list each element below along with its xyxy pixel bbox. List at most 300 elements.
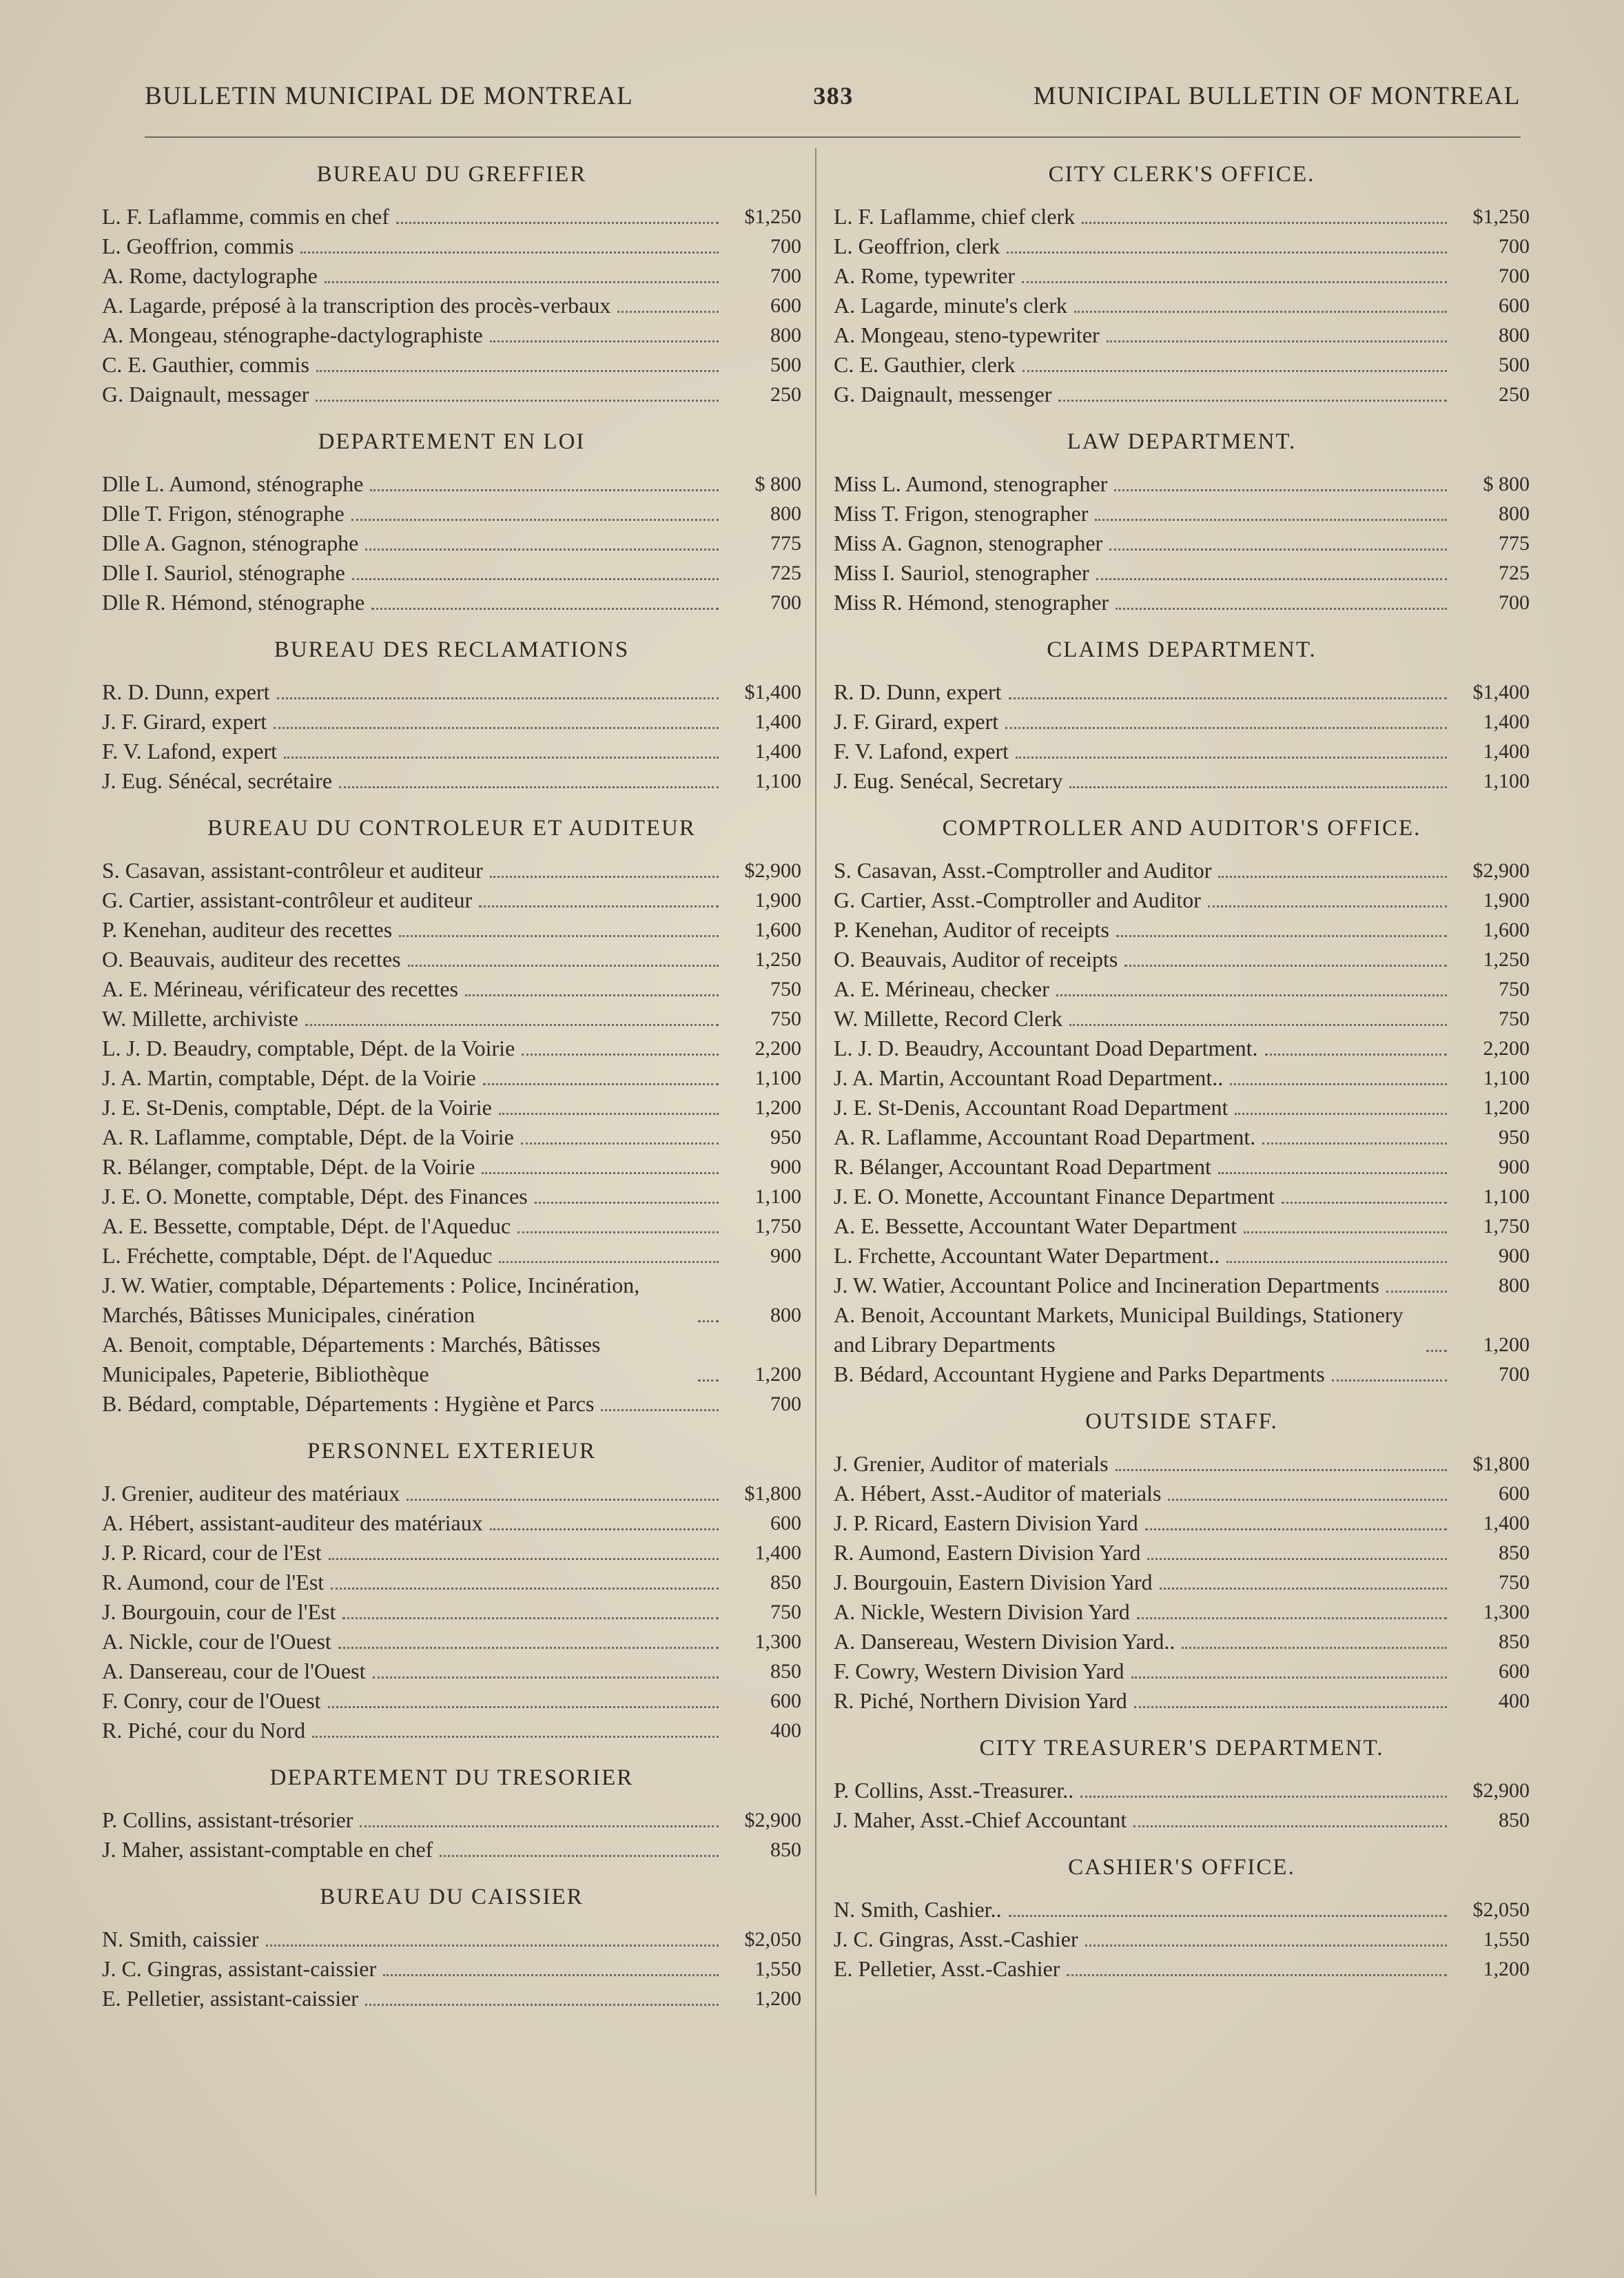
salary-row: [834, 529, 1530, 558]
employee-name: F. Conry, cour de l'Ouest: [102, 1688, 321, 1713]
employee-name: Dlle A. Gagnon, sténographe: [102, 531, 359, 555]
leader-dots: [1005, 727, 1447, 729]
salary-amount: 1,600: [754, 919, 801, 941]
salary-row: [102, 856, 801, 885]
salary-row: [102, 677, 801, 707]
salary-amount: 700: [1499, 265, 1530, 287]
salary-amount: 1,900: [754, 889, 801, 912]
salary-row: [102, 915, 801, 945]
salary-row: [834, 1925, 1530, 1954]
english-section: [834, 1853, 1530, 1984]
leader-dots: [360, 1825, 719, 1827]
leader-dots: [1016, 757, 1447, 759]
salary-row: [102, 1835, 801, 1865]
salary-amount: $2,050: [1472, 1898, 1530, 1921]
employee-name: Dlle I. Sauriol, sténographe: [102, 560, 345, 585]
salary-amount: 1,600: [1483, 919, 1530, 941]
salary-row: [102, 1686, 801, 1716]
salary-row: [834, 202, 1530, 232]
employee-name: Miss I. Sauriol, stenographer: [834, 560, 1089, 585]
employee-name: R. Aumond, Eastern Division Yard: [834, 1540, 1141, 1565]
section-title: BUREAU DES RECLAMATIONS: [274, 637, 630, 662]
employee-name: Miss T. Frigon, stenographer: [834, 501, 1089, 526]
leader-dots: [1067, 1974, 1447, 1976]
salary-row: [834, 499, 1530, 529]
salary-row: [102, 1241, 801, 1271]
salary-amount: 900: [770, 1156, 801, 1178]
salary-row: [102, 1954, 801, 1984]
salary-amount: $2,050: [744, 1928, 801, 1951]
salary-row: [834, 1449, 1530, 1479]
employee-name: L. Fréchette, comptable, Dépt. de l'Aqueduc: [102, 1243, 493, 1268]
employee-name: A. Hébert, Asst.-Auditor of materials: [834, 1481, 1162, 1506]
leader-dots: [399, 935, 719, 937]
employee-name: J. Maher, assistant-comptable en chef: [102, 1837, 433, 1862]
employee-name: L. F. Laflamme, commis en chef: [102, 204, 389, 229]
salary-amount: 1,400: [1483, 740, 1530, 763]
salary-amount: 700: [770, 235, 801, 258]
leader-dots: [1096, 578, 1447, 580]
french-section: [102, 635, 801, 796]
leader-dots: [316, 400, 719, 402]
section-title: CITY CLERK'S OFFICE.: [1048, 162, 1315, 187]
leader-dots: [325, 281, 719, 283]
salary-amount: 1,550: [1483, 1928, 1530, 1951]
salary-row: [102, 1093, 801, 1122]
employee-name: J. Maher, Asst.-Chief Accountant: [834, 1807, 1127, 1832]
salary-row: [834, 1271, 1530, 1300]
leader-dots: [1022, 370, 1447, 372]
salary-amount: 750: [1499, 1007, 1530, 1030]
salary-amount: $1,400: [1472, 681, 1530, 704]
salary-row: [834, 885, 1530, 915]
leader-dots: [1147, 1558, 1447, 1560]
section-title: DEPARTEMENT DU TRESORIER: [269, 1765, 634, 1790]
leader-dots: [1069, 786, 1447, 788]
employee-name: J. W. Watier, Accountant Police and Incineration Departments: [834, 1273, 1379, 1297]
salary-row: [102, 291, 801, 320]
leader-dots: [490, 876, 719, 878]
salary-row: [102, 1627, 801, 1656]
salary-amount: 850: [1499, 1541, 1530, 1564]
salary-amount: 700: [770, 1393, 801, 1415]
leader-dots: [479, 905, 719, 907]
employee-name: E. Pelletier, Asst.-Cashier: [834, 1956, 1060, 1981]
salary-amount: 700: [1499, 591, 1530, 614]
salary-row: [834, 1211, 1530, 1241]
leader-dots: [1218, 1172, 1447, 1174]
salary-amount: 800: [1499, 324, 1530, 347]
leader-dots: [522, 1054, 719, 1056]
english-section: [834, 1734, 1530, 1835]
salary-row: [102, 350, 801, 380]
section-title: BUREAU DU CONTROLEUR ET AUDITEUR: [207, 816, 696, 841]
salary-amount: 750: [770, 978, 801, 1001]
salary-row: [102, 499, 801, 529]
leader-dots: [1009, 697, 1447, 699]
employee-name: R. Aumond, cour de l'Est: [102, 1570, 325, 1594]
salary-amount: 700: [1499, 235, 1530, 258]
salary-amount: 1,100: [1483, 770, 1530, 792]
employee-name: R. Piché, Northern Division Yard: [834, 1688, 1127, 1713]
employee-name: C. E. Gauthier, commis: [102, 352, 309, 377]
salary-row: [834, 1627, 1530, 1656]
leader-dots: [396, 222, 719, 224]
employee-name: L. J. D. Beaudry, comptable, Dépt. de la Voirie: [102, 1036, 515, 1060]
leader-dots: [352, 578, 719, 580]
leader-dots: [1235, 1113, 1447, 1115]
employee-name: L. Frchette, Accountant Water Department..: [834, 1243, 1220, 1268]
leader-dots: [617, 311, 719, 313]
salary-amount: $1,800: [1472, 1453, 1530, 1475]
salary-row: [834, 915, 1530, 945]
salary-amount: 700: [770, 265, 801, 287]
leader-dots: [1116, 608, 1447, 610]
leader-dots: [1116, 935, 1447, 937]
salary-amount: $1,400: [744, 681, 801, 704]
leader-dots: [329, 1558, 719, 1560]
salary-amount: 1,750: [754, 1215, 801, 1238]
employee-name: A. Benoit, comptable, Départements : Marchés, Bâtisses Municipales, Papeterie, Bibliothèque: [102, 1332, 601, 1386]
salary-amount: 800: [770, 1304, 801, 1326]
leader-dots: [407, 1499, 719, 1501]
employee-name: W. Millette, archiviste: [102, 1006, 298, 1031]
employee-name: A. Lagarde, minute's clerk: [834, 293, 1067, 318]
employee-name: N. Smith, caissier: [102, 1927, 259, 1951]
salary-row: [102, 1984, 801, 2013]
salary-amount: $1,250: [1472, 205, 1530, 228]
employee-name: P. Collins, Asst.-Treasurer..: [834, 1778, 1074, 1803]
salary-amount: 1,250: [1483, 948, 1530, 971]
section-title: BUREAU DU CAISSIER: [320, 1885, 584, 1909]
salary-amount: 1,400: [1483, 710, 1530, 733]
salary-amount: 400: [1499, 1690, 1530, 1712]
salary-amount: 1,400: [754, 740, 801, 763]
employee-name: Dlle T. Frigon, sténographe: [102, 501, 345, 526]
salary-row: [834, 1300, 1530, 1359]
section-title: OUTSIDE STAFF.: [1085, 1409, 1278, 1434]
leader-dots: [1244, 1231, 1447, 1233]
salary-row: [834, 1776, 1530, 1805]
leader-dots: [331, 1588, 719, 1590]
salary-amount: 1,550: [754, 1958, 801, 1980]
leader-dots: [1145, 1528, 1447, 1530]
salary-row: [102, 1389, 801, 1419]
leader-dots: [483, 1083, 719, 1085]
salary-row: [834, 1182, 1530, 1211]
salary-amount: 750: [1499, 978, 1530, 1001]
employee-name: F. Cowry, Western Division Yard: [834, 1659, 1124, 1683]
leader-dots: [383, 1974, 719, 1976]
salary-row: [102, 1122, 801, 1152]
english-section: [834, 814, 1530, 1389]
employee-name: A. Rome, dactylographe: [102, 263, 318, 288]
salary-row: [102, 1271, 801, 1330]
salary-amount: 1,400: [754, 710, 801, 733]
leader-dots: [1134, 1706, 1447, 1708]
leader-dots: [1107, 340, 1447, 342]
leader-dots: [371, 608, 719, 610]
leader-dots: [1230, 1083, 1447, 1085]
salary-row: [834, 1686, 1530, 1716]
employee-name: J. F. Girard, expert: [102, 709, 267, 734]
salary-row: [102, 261, 801, 291]
salary-amount: 850: [1499, 1630, 1530, 1653]
salary-row: [102, 1805, 801, 1835]
leader-dots: [1137, 1617, 1447, 1619]
employee-name: A. E. Mérineau, checker: [834, 976, 1049, 1001]
leader-dots: [338, 1647, 719, 1649]
leader-dots: [1160, 1588, 1447, 1590]
employee-name: J. C. Gingras, assistant-caissier: [102, 1956, 377, 1981]
salary-row: [102, 1330, 801, 1389]
employee-name: C. E. Gauthier, clerk: [834, 352, 1016, 377]
salary-amount: 775: [1499, 532, 1530, 555]
leader-dots: [1069, 1024, 1447, 1026]
employee-name: G. Daignault, messager: [102, 382, 309, 407]
salary-row: [834, 707, 1530, 737]
leader-dots: [1114, 489, 1447, 491]
salary-amount: 600: [770, 294, 801, 317]
leader-dots: [1085, 1944, 1447, 1947]
leader-dots: [373, 1676, 719, 1679]
leader-dots: [1056, 994, 1447, 996]
salary-row: [102, 1716, 801, 1745]
salary-row: [102, 1211, 801, 1241]
salary-amount: 1,100: [754, 1185, 801, 1208]
salary-amount: 600: [1499, 1482, 1530, 1505]
employee-name: A. Mongeau, sténographe-dactylographiste: [102, 322, 483, 347]
salary-amount: 800: [770, 502, 801, 525]
leader-dots: [300, 252, 719, 254]
leader-dots: [328, 1706, 719, 1708]
salary-amount: 950: [770, 1126, 801, 1149]
salary-amount: 1,300: [1483, 1601, 1530, 1623]
salary-row: [102, 766, 801, 796]
column-divider: [815, 148, 816, 2195]
salary-amount: 1,200: [754, 1987, 801, 2010]
header-left-title: BULLETIN MUNICIPAL DE MONTREAL: [145, 82, 634, 110]
employee-name: A. Lagarde, préposé à la transcription des procès-verbaux: [102, 293, 611, 318]
salary-amount: 500: [1499, 353, 1530, 376]
employee-name: O. Beauvais, Auditor of receipts: [834, 947, 1118, 972]
salary-row: [102, 974, 801, 1004]
salary-row: [834, 1895, 1530, 1925]
leader-dots: [266, 1944, 719, 1947]
employee-name: S. Casavan, Asst.-Comptroller and Auditor: [834, 858, 1212, 883]
employee-name: N. Smith, Cashier..: [834, 1897, 1002, 1922]
leader-dots: [1080, 1796, 1447, 1798]
salary-amount: 600: [770, 1512, 801, 1535]
salary-row: [834, 1122, 1530, 1152]
salary-amount: 850: [770, 1571, 801, 1594]
salary-amount: 1,200: [1483, 1096, 1530, 1119]
employee-name: R. D. Dunn, expert: [834, 679, 1002, 704]
employee-name: G. Cartier, assistant-contrôleur et auditeur: [102, 887, 473, 912]
salary-row: [834, 1093, 1530, 1122]
salary-amount: $2,900: [744, 859, 801, 882]
salary-row: [102, 1034, 801, 1063]
salary-row: [102, 1538, 801, 1568]
salary-amount: 800: [770, 324, 801, 347]
salary-amount: 900: [1499, 1244, 1530, 1267]
employee-name: L. Geoffrion, commis: [102, 234, 294, 258]
leader-dots: [351, 519, 719, 521]
employee-name: S. Casavan, assistant-contrôleur et auditeur: [102, 858, 483, 883]
salary-row: [834, 1508, 1530, 1538]
employee-name: A. Dansereau, cour de l'Ouest: [102, 1659, 366, 1683]
leader-dots: [1218, 876, 1447, 878]
salary-row: [102, 1568, 801, 1597]
page-header: [145, 81, 1521, 111]
employee-name: A. Rome, typewriter: [834, 263, 1016, 288]
employee-name: R. Bélanger, comptable, Dépt. de la Voirie: [102, 1154, 475, 1179]
leader-dots: [1168, 1499, 1447, 1501]
salary-amount: 1,900: [1483, 889, 1530, 912]
salary-row: [102, 1656, 801, 1686]
salary-row: [834, 1597, 1530, 1627]
salary-amount: 850: [770, 1838, 801, 1861]
employee-name: A. Mongeau, steno-typewriter: [834, 322, 1100, 347]
employee-name: J. P. Ricard, cour de l'Est: [102, 1540, 322, 1565]
header-divider: [145, 136, 1521, 138]
employee-name: R. Bélanger, Accountant Road Department: [834, 1154, 1211, 1179]
english-column: [834, 152, 1530, 2002]
salary-row: [834, 1241, 1530, 1271]
salary-row: [834, 856, 1530, 885]
salary-amount: 1,200: [1483, 1333, 1530, 1356]
salary-row: [102, 232, 801, 261]
employee-name: J. Eug. Sénécal, secrétaire: [102, 768, 333, 793]
salary-amount: 1,250: [754, 948, 801, 971]
section-title: CITY TREASURER'S DEPARTMENT.: [979, 1736, 1384, 1761]
employee-name: G. Daignault, messenger: [834, 382, 1052, 407]
employee-name: J. Eug. Senécal, Secretary: [834, 768, 1063, 793]
employee-name: F. V. Lafond, expert: [834, 739, 1009, 763]
salary-amount: 900: [770, 1244, 801, 1267]
leader-dots: [482, 1172, 719, 1174]
leader-dots: [370, 489, 719, 491]
leader-dots: [1332, 1379, 1447, 1382]
employee-name: J. Grenier, Auditor of materials: [834, 1451, 1109, 1476]
salary-amount: 250: [770, 383, 801, 406]
salary-row: [102, 1004, 801, 1034]
salary-row: [834, 1034, 1530, 1063]
section-title: COMPTROLLER AND AUDITOR'S OFFICE.: [942, 816, 1421, 841]
employee-name: E. Pelletier, assistant-caissier: [102, 1986, 358, 2011]
leader-dots: [1131, 1676, 1447, 1679]
employee-name: J. W. Watier, comptable, Départements : Police, Incinération, Marchés, Bâtisses Municipales, cinération: [102, 1273, 640, 1327]
employee-name: A. R. Laflamme, Accountant Road Department.: [834, 1125, 1256, 1149]
salary-row: [834, 1805, 1530, 1835]
employee-name: J. Bourgouin, cour de l'Est: [102, 1599, 336, 1624]
salary-row: [834, 1568, 1530, 1597]
salary-row: [102, 1925, 801, 1954]
salary-amount: 1,400: [1483, 1512, 1530, 1535]
leader-dots: [305, 1024, 719, 1026]
salary-row: [834, 291, 1530, 320]
salary-amount: 600: [1499, 1660, 1530, 1683]
employee-name: A. E. Bessette, Accountant Water Department: [834, 1213, 1237, 1238]
leader-dots: [312, 1736, 719, 1738]
salary-amount: 800: [1499, 502, 1530, 525]
french-section: [102, 814, 801, 1419]
employee-name: A. Nickle, Western Division Yard: [834, 1599, 1130, 1624]
leader-dots: [1282, 1202, 1447, 1204]
salary-row: [102, 885, 801, 915]
employee-name: A. Nickle, cour de l'Ouest: [102, 1629, 331, 1654]
employee-name: A. E. Mérineau, vérificateur des recettes: [102, 976, 459, 1001]
leader-dots: [316, 370, 719, 372]
salary-row: [834, 350, 1530, 380]
leader-dots: [1082, 222, 1447, 224]
leader-dots: [365, 2004, 719, 2006]
salary-row: [834, 1954, 1530, 1984]
leader-dots: [1262, 1142, 1447, 1145]
leader-dots: [698, 1379, 719, 1382]
salary-row: [834, 1656, 1530, 1686]
english-section: [834, 1407, 1530, 1716]
french-column: [102, 152, 801, 2031]
employee-name: Dlle R. Hémond, sténographe: [102, 590, 365, 615]
salary-amount: 950: [1499, 1126, 1530, 1149]
leader-dots: [1058, 400, 1447, 402]
leader-dots: [535, 1202, 719, 1204]
leader-dots: [440, 1855, 719, 1857]
salary-row: [834, 261, 1530, 291]
english-section: [834, 427, 1530, 617]
employee-name: J. E. St-Denis, Accountant Road Department: [834, 1095, 1229, 1120]
leader-dots: [1009, 1915, 1447, 1917]
salary-amount: 850: [770, 1660, 801, 1683]
leader-dots: [277, 697, 719, 699]
leader-dots: [339, 786, 719, 788]
salary-amount: 1,200: [1483, 1958, 1530, 1980]
leader-dots: [1022, 281, 1447, 283]
salary-row: [834, 380, 1530, 409]
salary-row: [834, 677, 1530, 707]
salary-amount: 900: [1499, 1156, 1530, 1178]
employee-name: Miss A. Gagnon, stenographer: [834, 531, 1103, 555]
salary-amount: 1,300: [754, 1630, 801, 1653]
employee-name: A. Dansereau, Western Division Yard..: [834, 1629, 1175, 1654]
employee-name: J. E. O. Monette, Accountant Finance Department: [834, 1184, 1275, 1209]
salary-amount: 775: [770, 532, 801, 555]
page-number: 383: [813, 82, 854, 110]
salary-amount: 1,200: [754, 1096, 801, 1119]
employee-name: P. Kenehan, auditeur des recettes: [102, 917, 393, 942]
employee-name: J. Grenier, auditeur des matériaux: [102, 1481, 400, 1506]
employee-name: J. E. O. Monette, comptable, Dépt. des Finances: [102, 1184, 528, 1209]
leader-dots: [274, 727, 719, 729]
salary-row: [102, 202, 801, 232]
salary-row: [834, 320, 1530, 350]
leader-dots: [698, 1320, 719, 1322]
leader-dots: [342, 1617, 719, 1619]
salary-amount: 850: [1499, 1809, 1530, 1831]
salary-amount: 1,100: [754, 1067, 801, 1089]
employee-name: J. Bourgouin, Eastern Division Yard: [834, 1570, 1153, 1594]
employee-name: J. F. Girard, expert: [834, 709, 999, 734]
salary-row: [834, 232, 1530, 261]
employee-name: Miss R. Hémond, stenographer: [834, 590, 1109, 615]
employee-name: W. Millette, Record Clerk: [834, 1006, 1063, 1031]
leader-dots: [1074, 311, 1447, 313]
salary-row: [834, 1063, 1530, 1093]
salary-amount: 600: [770, 1690, 801, 1712]
salary-row: [102, 529, 801, 558]
salary-amount: $ 800: [754, 473, 801, 495]
